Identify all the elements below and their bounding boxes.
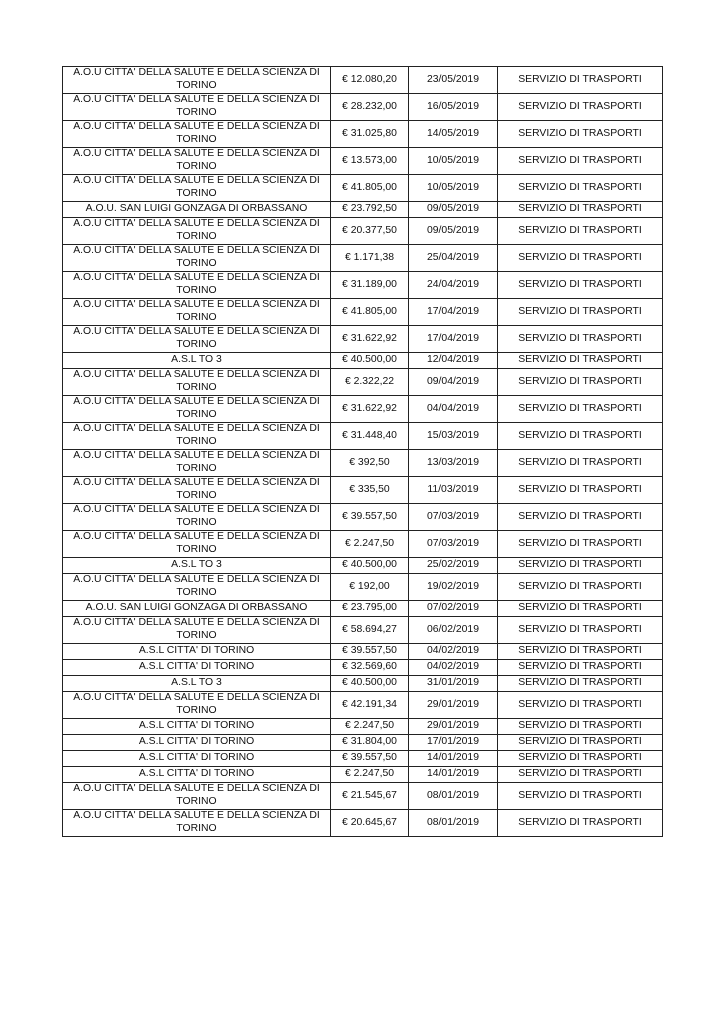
entity-cell: A.O.U. SAN LUIGI GONZAGA DI ORBASSANO xyxy=(63,601,331,617)
date-cell: 04/02/2019 xyxy=(409,644,498,660)
entity-cell: A.O.U CITTA' DELLA SALUTE E DELLA SCIENZA DI TORINO xyxy=(63,504,331,531)
date-cell: 10/05/2019 xyxy=(409,148,498,175)
service-cell: SERVIZIO DI TRASPORTI xyxy=(498,783,663,810)
entity-cell: A.O.U CITTA' DELLA SALUTE E DELLA SCIENZA DI TORINO xyxy=(63,783,331,810)
amount-cell: € 39.557,50 xyxy=(331,644,409,660)
table-row xyxy=(63,601,663,617)
table-row xyxy=(63,504,663,531)
service-cell: SERVIZIO DI TRASPORTI xyxy=(498,617,663,644)
date-cell: 23/05/2019 xyxy=(409,67,498,94)
date-cell: 09/05/2019 xyxy=(409,218,498,245)
amount-cell: € 31.025,80 xyxy=(331,121,409,148)
service-cell: SERVIZIO DI TRASPORTI xyxy=(498,751,663,767)
amount-cell: € 31.189,00 xyxy=(331,272,409,299)
amount-cell: € 28.232,00 xyxy=(331,94,409,121)
service-cell: SERVIZIO DI TRASPORTI xyxy=(498,676,663,692)
date-cell: 24/04/2019 xyxy=(409,272,498,299)
amount-cell: € 39.557,50 xyxy=(331,751,409,767)
service-cell: SERVIZIO DI TRASPORTI xyxy=(498,326,663,353)
date-cell: 15/03/2019 xyxy=(409,423,498,450)
amount-cell: € 2.322,22 xyxy=(331,369,409,396)
entity-cell: A.S.L CITTA' DI TORINO xyxy=(63,751,331,767)
amount-cell: € 12.080,20 xyxy=(331,67,409,94)
date-cell: 13/03/2019 xyxy=(409,450,498,477)
date-cell: 14/01/2019 xyxy=(409,767,498,783)
amount-cell: € 31.448,40 xyxy=(331,423,409,450)
table-row xyxy=(63,94,663,121)
entity-cell: A.O.U CITTA' DELLA SALUTE E DELLA SCIENZA DI TORINO xyxy=(63,396,331,423)
table-row xyxy=(63,326,663,353)
payments-table-body xyxy=(63,67,663,837)
service-cell: SERVIZIO DI TRASPORTI xyxy=(498,810,663,837)
table-row xyxy=(63,299,663,326)
date-cell: 09/04/2019 xyxy=(409,369,498,396)
entity-cell: A.O.U CITTA' DELLA SALUTE E DELLA SCIENZA DI TORINO xyxy=(63,94,331,121)
service-cell: SERVIZIO DI TRASPORTI xyxy=(498,67,663,94)
service-cell: SERVIZIO DI TRASPORTI xyxy=(498,121,663,148)
entity-cell: A.O.U. SAN LUIGI GONZAGA DI ORBASSANO xyxy=(63,202,331,218)
date-cell: 06/02/2019 xyxy=(409,617,498,644)
amount-cell: € 13.573,00 xyxy=(331,148,409,175)
date-cell: 07/03/2019 xyxy=(409,531,498,558)
date-cell: 08/01/2019 xyxy=(409,810,498,837)
service-cell: SERVIZIO DI TRASPORTI xyxy=(498,202,663,218)
table-row xyxy=(63,783,663,810)
amount-cell: € 2.247,50 xyxy=(331,767,409,783)
table-row xyxy=(63,676,663,692)
date-cell: 25/04/2019 xyxy=(409,245,498,272)
table-row xyxy=(63,810,663,837)
table-row xyxy=(63,531,663,558)
table-row xyxy=(63,692,663,719)
amount-cell: € 58.694,27 xyxy=(331,617,409,644)
date-cell: 17/01/2019 xyxy=(409,735,498,751)
service-cell: SERVIZIO DI TRASPORTI xyxy=(498,423,663,450)
service-cell: SERVIZIO DI TRASPORTI xyxy=(498,477,663,504)
date-cell: 29/01/2019 xyxy=(409,719,498,735)
table-row xyxy=(63,719,663,735)
service-cell: SERVIZIO DI TRASPORTI xyxy=(498,601,663,617)
entity-cell: A.O.U CITTA' DELLA SALUTE E DELLA SCIENZA DI TORINO xyxy=(63,218,331,245)
date-cell: 14/01/2019 xyxy=(409,751,498,767)
table-row xyxy=(63,175,663,202)
date-cell: 08/01/2019 xyxy=(409,783,498,810)
table-row xyxy=(63,644,663,660)
date-cell: 17/04/2019 xyxy=(409,299,498,326)
date-cell: 14/05/2019 xyxy=(409,121,498,148)
service-cell: SERVIZIO DI TRASPORTI xyxy=(498,396,663,423)
table-row xyxy=(63,558,663,574)
date-cell: 17/04/2019 xyxy=(409,326,498,353)
table-row xyxy=(63,121,663,148)
service-cell: SERVIZIO DI TRASPORTI xyxy=(498,148,663,175)
table-row xyxy=(63,767,663,783)
entity-cell: A.S.L CITTA' DI TORINO xyxy=(63,767,331,783)
date-cell: 11/03/2019 xyxy=(409,477,498,504)
entity-cell: A.O.U CITTA' DELLA SALUTE E DELLA SCIENZA DI TORINO xyxy=(63,450,331,477)
amount-cell: € 31.622,92 xyxy=(331,326,409,353)
amount-cell: € 39.557,50 xyxy=(331,504,409,531)
amount-cell: € 32.569,60 xyxy=(331,660,409,676)
date-cell: 19/02/2019 xyxy=(409,574,498,601)
entity-cell: A.O.U CITTA' DELLA SALUTE E DELLA SCIENZA DI TORINO xyxy=(63,423,331,450)
entity-cell: A.O.U CITTA' DELLA SALUTE E DELLA SCIENZA DI TORINO xyxy=(63,477,331,504)
amount-cell: € 1.171,38 xyxy=(331,245,409,272)
date-cell: 10/05/2019 xyxy=(409,175,498,202)
entity-cell: A.O.U CITTA' DELLA SALUTE E DELLA SCIENZA DI TORINO xyxy=(63,692,331,719)
table-row xyxy=(63,396,663,423)
amount-cell: € 192,00 xyxy=(331,574,409,601)
amount-cell: € 40.500,00 xyxy=(331,676,409,692)
entity-cell: A.S.L TO 3 xyxy=(63,558,331,574)
service-cell: SERVIZIO DI TRASPORTI xyxy=(498,353,663,369)
entity-cell: A.O.U CITTA' DELLA SALUTE E DELLA SCIENZA DI TORINO xyxy=(63,148,331,175)
entity-cell: A.O.U CITTA' DELLA SALUTE E DELLA SCIENZA DI TORINO xyxy=(63,369,331,396)
table-row xyxy=(63,735,663,751)
service-cell: SERVIZIO DI TRASPORTI xyxy=(498,504,663,531)
service-cell: SERVIZIO DI TRASPORTI xyxy=(498,644,663,660)
service-cell: SERVIZIO DI TRASPORTI xyxy=(498,660,663,676)
entity-cell: A.O.U CITTA' DELLA SALUTE E DELLA SCIENZA DI TORINO xyxy=(63,175,331,202)
entity-cell: A.O.U CITTA' DELLA SALUTE E DELLA SCIENZA DI TORINO xyxy=(63,121,331,148)
service-cell: SERVIZIO DI TRASPORTI xyxy=(498,245,663,272)
entity-cell: A.O.U CITTA' DELLA SALUTE E DELLA SCIENZA DI TORINO xyxy=(63,574,331,601)
table-row xyxy=(63,369,663,396)
date-cell: 07/03/2019 xyxy=(409,504,498,531)
service-cell: SERVIZIO DI TRASPORTI xyxy=(498,719,663,735)
entity-cell: A.O.U CITTA' DELLA SALUTE E DELLA SCIENZA DI TORINO xyxy=(63,272,331,299)
table-row xyxy=(63,245,663,272)
entity-cell: A.S.L CITTA' DI TORINO xyxy=(63,660,331,676)
date-cell: 07/02/2019 xyxy=(409,601,498,617)
payments-table xyxy=(62,66,663,837)
amount-cell: € 31.622,92 xyxy=(331,396,409,423)
service-cell: SERVIZIO DI TRASPORTI xyxy=(498,574,663,601)
amount-cell: € 41.805,00 xyxy=(331,175,409,202)
date-cell: 04/02/2019 xyxy=(409,660,498,676)
table-row xyxy=(63,660,663,676)
service-cell: SERVIZIO DI TRASPORTI xyxy=(498,272,663,299)
service-cell: SERVIZIO DI TRASPORTI xyxy=(498,218,663,245)
service-cell: SERVIZIO DI TRASPORTI xyxy=(498,94,663,121)
amount-cell: € 335,50 xyxy=(331,477,409,504)
entity-cell: A.O.U CITTA' DELLA SALUTE E DELLA SCIENZA DI TORINO xyxy=(63,245,331,272)
entity-cell: A.S.L CITTA' DI TORINO xyxy=(63,735,331,751)
date-cell: 12/04/2019 xyxy=(409,353,498,369)
service-cell: SERVIZIO DI TRASPORTI xyxy=(498,299,663,326)
table-row xyxy=(63,617,663,644)
entity-cell: A.O.U CITTA' DELLA SALUTE E DELLA SCIENZA DI TORINO xyxy=(63,810,331,837)
entity-cell: A.O.U CITTA' DELLA SALUTE E DELLA SCIENZA DI TORINO xyxy=(63,326,331,353)
service-cell: SERVIZIO DI TRASPORTI xyxy=(498,692,663,719)
table-row xyxy=(63,202,663,218)
service-cell: SERVIZIO DI TRASPORTI xyxy=(498,767,663,783)
entity-cell: A.O.U CITTA' DELLA SALUTE E DELLA SCIENZA DI TORINO xyxy=(63,617,331,644)
table-row xyxy=(63,67,663,94)
amount-cell: € 23.795,00 xyxy=(331,601,409,617)
table-row xyxy=(63,148,663,175)
date-cell: 09/05/2019 xyxy=(409,202,498,218)
service-cell: SERVIZIO DI TRASPORTI xyxy=(498,450,663,477)
entity-cell: A.O.U CITTA' DELLA SALUTE E DELLA SCIENZA DI TORINO xyxy=(63,67,331,94)
table-row xyxy=(63,477,663,504)
service-cell: SERVIZIO DI TRASPORTI xyxy=(498,558,663,574)
table-row xyxy=(63,574,663,601)
service-cell: SERVIZIO DI TRASPORTI xyxy=(498,369,663,396)
amount-cell: € 42.191,34 xyxy=(331,692,409,719)
table-row xyxy=(63,423,663,450)
entity-cell: A.S.L TO 3 xyxy=(63,676,331,692)
amount-cell: € 40.500,00 xyxy=(331,558,409,574)
amount-cell: € 20.645,67 xyxy=(331,810,409,837)
service-cell: SERVIZIO DI TRASPORTI xyxy=(498,175,663,202)
amount-cell: € 40.500,00 xyxy=(331,353,409,369)
amount-cell: € 2.247,50 xyxy=(331,719,409,735)
amount-cell: € 21.545,67 xyxy=(331,783,409,810)
date-cell: 04/04/2019 xyxy=(409,396,498,423)
table-row xyxy=(63,751,663,767)
amount-cell: € 392,50 xyxy=(331,450,409,477)
amount-cell: € 41.805,00 xyxy=(331,299,409,326)
entity-cell: A.O.U CITTA' DELLA SALUTE E DELLA SCIENZA DI TORINO xyxy=(63,531,331,558)
service-cell: SERVIZIO DI TRASPORTI xyxy=(498,531,663,558)
date-cell: 16/05/2019 xyxy=(409,94,498,121)
date-cell: 31/01/2019 xyxy=(409,676,498,692)
amount-cell: € 20.377,50 xyxy=(331,218,409,245)
entity-cell: A.S.L CITTA' DI TORINO xyxy=(63,719,331,735)
entity-cell: A.S.L CITTA' DI TORINO xyxy=(63,644,331,660)
amount-cell: € 23.792,50 xyxy=(331,202,409,218)
table-row xyxy=(63,218,663,245)
date-cell: 29/01/2019 xyxy=(409,692,498,719)
date-cell: 25/02/2019 xyxy=(409,558,498,574)
entity-cell: A.S.L TO 3 xyxy=(63,353,331,369)
entity-cell: A.O.U CITTA' DELLA SALUTE E DELLA SCIENZA DI TORINO xyxy=(63,299,331,326)
service-cell: SERVIZIO DI TRASPORTI xyxy=(498,735,663,751)
table-row xyxy=(63,272,663,299)
amount-cell: € 2.247,50 xyxy=(331,531,409,558)
table-row xyxy=(63,353,663,369)
table-row xyxy=(63,450,663,477)
amount-cell: € 31.804,00 xyxy=(331,735,409,751)
